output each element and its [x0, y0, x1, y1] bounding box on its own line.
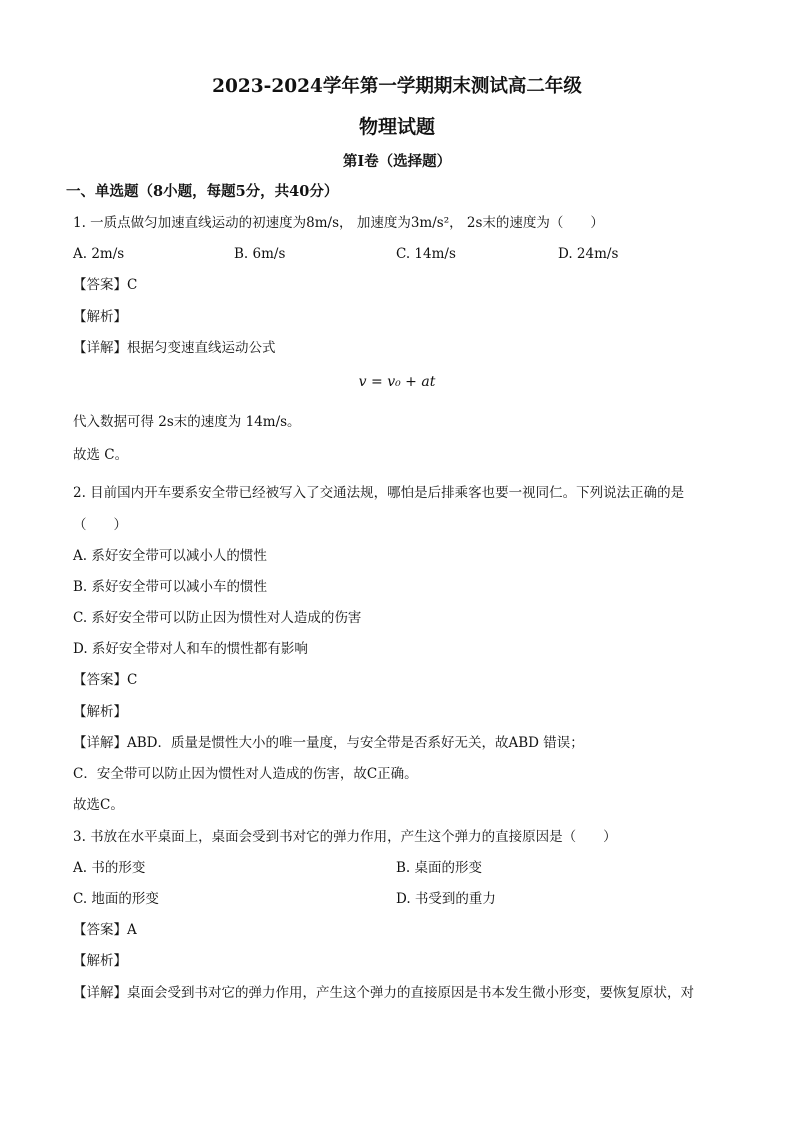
question-3-analysis-label: 【解析】 — [73, 953, 127, 969]
question-2-detail: 【详解】ABD．质量是惯性大小的唯一量度，与安全带是否系好无关，故ABD 错误； — [73, 735, 584, 751]
section-heading: 一、单选题（8小题，每题5分，共40分） — [66, 183, 339, 200]
question-3-stem: 3. 书放在水平桌面上，桌面会受到书对它的弹力作用，产生这个弹力的直接原因是（ ） — [73, 829, 617, 845]
question-1-option-c: C. 14m/s — [396, 246, 456, 262]
question-1-option-a: A. 2m/s — [73, 246, 125, 262]
question-2-option-b: B. 系好安全带可以减小车的惯性 — [73, 579, 268, 595]
question-1-option-d: D. 24m/s — [558, 246, 619, 262]
question-1-stem: 1. 一质点做匀加速直线运动的初速度为8m/s， 加速度为3m/s²， 2s末的速度为（ ） — [73, 215, 604, 231]
question-2-answer: 【答案】C — [73, 672, 138, 688]
question-3-option-d: D. 书受到的重力 — [396, 891, 496, 907]
question-1-analysis-label: 【解析】 — [73, 309, 127, 325]
question-2-option-c: C. 系好安全带可以防止因为惯性对人造成的伤害 — [73, 610, 362, 626]
question-3-option-a: A. 书的形变 — [73, 860, 146, 876]
question-2-stem: 2. 目前国内开车要系安全带已经被写入了交通法规，哪怕是后排乘客也要一视同仁。下列说法正确的是 — [73, 485, 685, 501]
question-3-detail: 【详解】桌面会受到书对它的弹力作用，产生这个弹力的直接原因是书本发生微小形变，要恢复原状，对 — [73, 985, 694, 1001]
exam-title: 2023-2024学年第一学期期末测试高二年级 — [212, 76, 582, 97]
question-3-option-b: B. 桌面的形变 — [396, 860, 483, 876]
volume-title: 第Ⅰ卷（选择题） — [342, 153, 452, 170]
question-3-answer: 【答案】A — [73, 922, 137, 938]
question-1-conclusion: 故选 C。 — [73, 447, 129, 463]
kinematics-formula: v = v₀ + at — [358, 374, 436, 390]
question-2-option-d: D. 系好安全带对人和车的惯性都有影响 — [73, 641, 308, 657]
question-2-analysis-label: 【解析】 — [73, 704, 127, 720]
question-3-option-c: C. 地面的形变 — [73, 891, 159, 907]
question-2-conclusion: 故选C。 — [73, 797, 124, 813]
subject-title: 物理试题 — [358, 116, 435, 138]
question-2-stem-cont: （ ） — [73, 517, 127, 533]
question-1-option-b: B. 6m/s — [234, 246, 286, 262]
question-2-detail-c: C．安全带可以防止因为惯性对人造成的伤害，故C正确。 — [73, 766, 418, 782]
question-1-answer: 【答案】C — [73, 277, 138, 293]
question-1-detail: 【详解】根据匀变速直线运动公式 — [73, 340, 276, 356]
question-1-calculation: 代入数据可得 2s末的速度为 14m/s。 — [73, 414, 301, 430]
question-2-option-a: A. 系好安全带可以减小人的惯性 — [73, 548, 267, 564]
